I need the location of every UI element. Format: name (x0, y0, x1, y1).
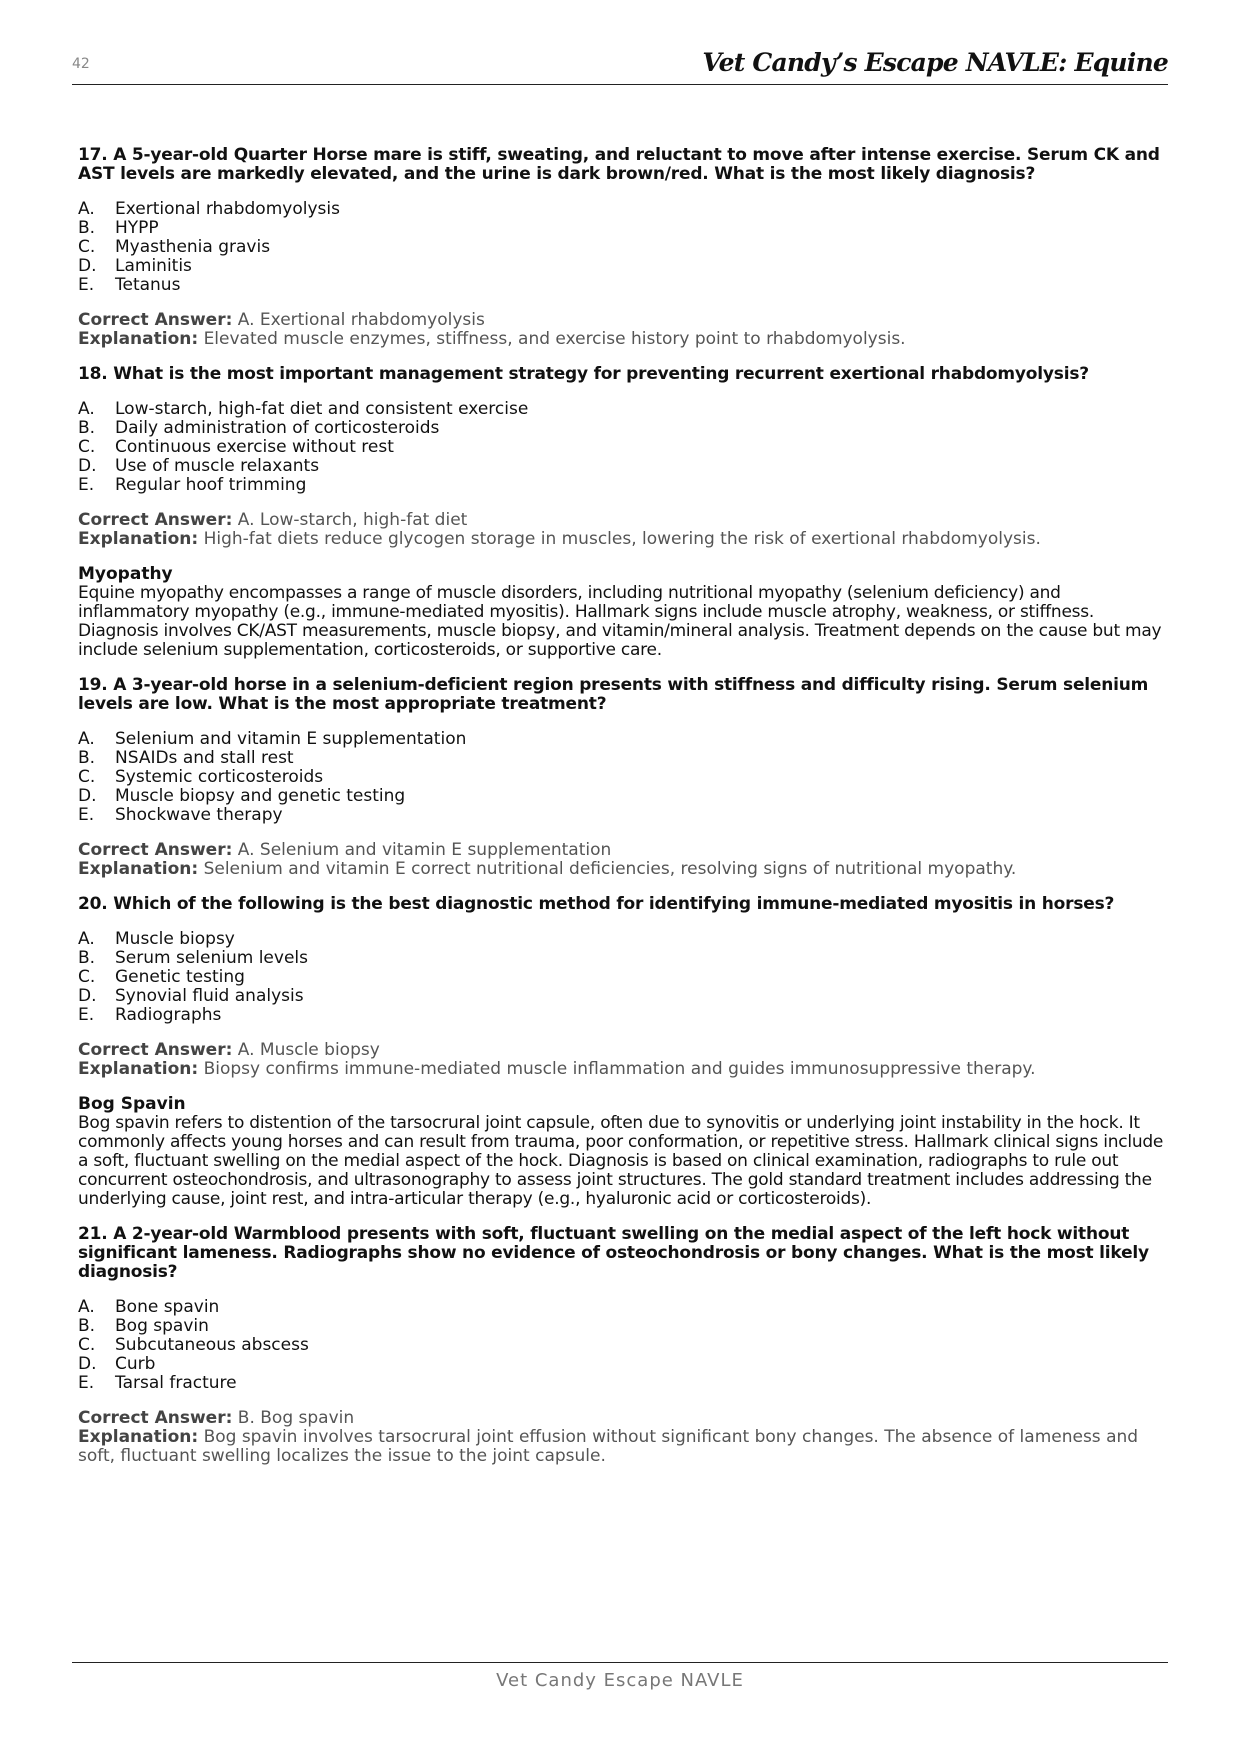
question-18 (78, 365, 1168, 549)
answer-block (78, 1409, 1168, 1466)
option-item: A. Exertional rhabdomyolysis (78, 199, 340, 219)
topic-title: Bog Spavin (78, 1094, 186, 1114)
topic-title: Myopathy (78, 564, 173, 584)
options-list (78, 1298, 1168, 1393)
answer-block (78, 841, 1168, 879)
book-title: Vet Candy’s Escape NAVLE: Equine (702, 48, 1168, 77)
question-text: 19. A 3-year-old horse in a selenium-deficient region presents with stiffness and difficulty rising. Serum selenium levels are low. What is the most appropriate treatment? (78, 675, 1149, 714)
options-list (78, 730, 1168, 825)
option-item: E. Tarsal fracture (78, 1373, 237, 1393)
options-list (78, 200, 1168, 295)
page-number: 42 (72, 56, 90, 72)
question-21 (78, 1225, 1168, 1466)
explanation: Explanation: Bog spavin involves tarsocrural joint effusion without significant bony changes. The absence of lameness and soft, fluctuant swelling localizes the issue to the joint capsule. (78, 1427, 1139, 1466)
explanation: Explanation: Selenium and vitamin E correct nutritional deficiencies, resolving signs of nutritional myopathy. (78, 859, 1017, 879)
option-item: B. NSAIDs and stall rest (78, 748, 294, 768)
option-item: C. Subcutaneous abscess (78, 1335, 309, 1355)
page-content (78, 146, 1168, 1482)
option-item: B. Serum selenium levels (78, 948, 308, 968)
question-text: 18. What is the most important management strategy for preventing recurrent exertional rhabdomyolysis? (78, 364, 1089, 384)
option-item: C. Continuous exercise without rest (78, 437, 394, 457)
option-item: A. Muscle biopsy (78, 929, 235, 949)
option-item: A. Low-starch, high-fat diet and consistent exercise (78, 399, 529, 419)
footer-text: Vet Candy Escape NAVLE (496, 1670, 744, 1691)
question-17 (78, 146, 1168, 349)
answer-block (78, 511, 1168, 549)
option-item: D. Curb (78, 1354, 156, 1374)
question-text: 21. A 2-year-old Warmblood presents with soft, fluctuant swelling on the medial aspect of the left hock without significant lameness. Radiographs show no evidence of osteochondrosis or bony changes. What is the most likely diagnosis? (78, 1224, 1149, 1282)
options-list (78, 930, 1168, 1025)
topic-myopathy (78, 565, 1168, 660)
option-item: D. Laminitis (78, 256, 192, 276)
answer-block (78, 311, 1168, 349)
option-item: B. HYPP (78, 218, 159, 238)
correct-answer: Correct Answer: B. Bog spavin (78, 1408, 355, 1428)
header-divider (72, 84, 1168, 85)
option-item: A. Selenium and vitamin E supplementation (78, 729, 467, 749)
option-item: D. Use of muscle relaxants (78, 456, 320, 476)
explanation: Explanation: Elevated muscle enzymes, stiffness, and exercise history point to rhabdomyolysis. (78, 329, 906, 349)
option-item: C. Systemic corticosteroids (78, 767, 324, 787)
option-item: E. Shockwave therapy (78, 805, 283, 825)
correct-answer: Correct Answer: A. Selenium and vitamin E supplementation (78, 840, 612, 860)
option-item: E. Tetanus (78, 275, 181, 295)
option-item: E. Radiographs (78, 1005, 222, 1025)
option-item: B. Bog spavin (78, 1316, 209, 1336)
option-item: A. Bone spavin (78, 1297, 220, 1317)
option-item: E. Regular hoof trimming (78, 475, 307, 495)
correct-answer: Correct Answer: A. Low-starch, high-fat diet (78, 510, 468, 530)
question-text: 20. Which of the following is the best diagnostic method for identifying immune-mediated myositis in horses? (78, 894, 1115, 914)
explanation: Explanation: High-fat diets reduce glycogen storage in muscles, lowering the risk of exertional rhabdomyolysis. (78, 529, 1041, 549)
option-item: D. Muscle biopsy and genetic testing (78, 786, 406, 806)
option-item: B. Daily administration of corticosteroids (78, 418, 440, 438)
topic-text: Equine myopathy encompasses a range of muscle disorders, including nutritional myopathy (selenium deficiency) and inflammatory myopathy (e.g., immune-mediated myositis). Hallmark signs include muscle atrophy, weakness, or stiffness. Diagnosis involves CK/AST measurements, muscle biopsy, and vitamin/mineral analysis. Treatment depends on the cause but may include selenium supplementation, corticosteroids, or supportive care. (78, 583, 1162, 660)
correct-answer: Correct Answer: A. Muscle biopsy (78, 1040, 380, 1060)
options-list (78, 400, 1168, 495)
option-item: D. Synovial fluid analysis (78, 986, 304, 1006)
topic-text: Bog spavin refers to distention of the tarsocrural joint capsule, often due to synovitis or underlying joint instability in the hock. It commonly affects young horses and can result from trauma, poor conformation, or repetitive stress. Hallmark clinical signs include a soft, fluctuant swelling on the medial aspect of the hock. Diagnosis is based on clinical examination, radiographs to rule out concurrent osteochondrosis, and ultrasonography to assess joint structures. The gold standard treatment includes addressing the underlying cause, joint rest, and intra-articular therapy (e.g., hyaluronic acid or corticosteroids). (78, 1113, 1164, 1209)
answer-block (78, 1041, 1168, 1079)
question-19 (78, 676, 1168, 879)
correct-answer: Correct Answer: A. Exertional rhabdomyolysis (78, 310, 485, 330)
topic-bog-spavin (78, 1095, 1168, 1209)
option-item: C. Myasthenia gravis (78, 237, 271, 257)
explanation: Explanation: Biopsy confirms immune-mediated muscle inflammation and guides immunosuppressive therapy. (78, 1059, 1036, 1079)
question-20 (78, 895, 1168, 1079)
question-text: 17. A 5-year-old Quarter Horse mare is stiff, sweating, and reluctant to move after intense exercise. Serum CK and AST levels are markedly elevated, and the urine is dark brown/red. What is the most likely diagnosis? (78, 145, 1160, 184)
option-item: C. Genetic testing (78, 967, 245, 987)
footer-divider (72, 1662, 1168, 1663)
